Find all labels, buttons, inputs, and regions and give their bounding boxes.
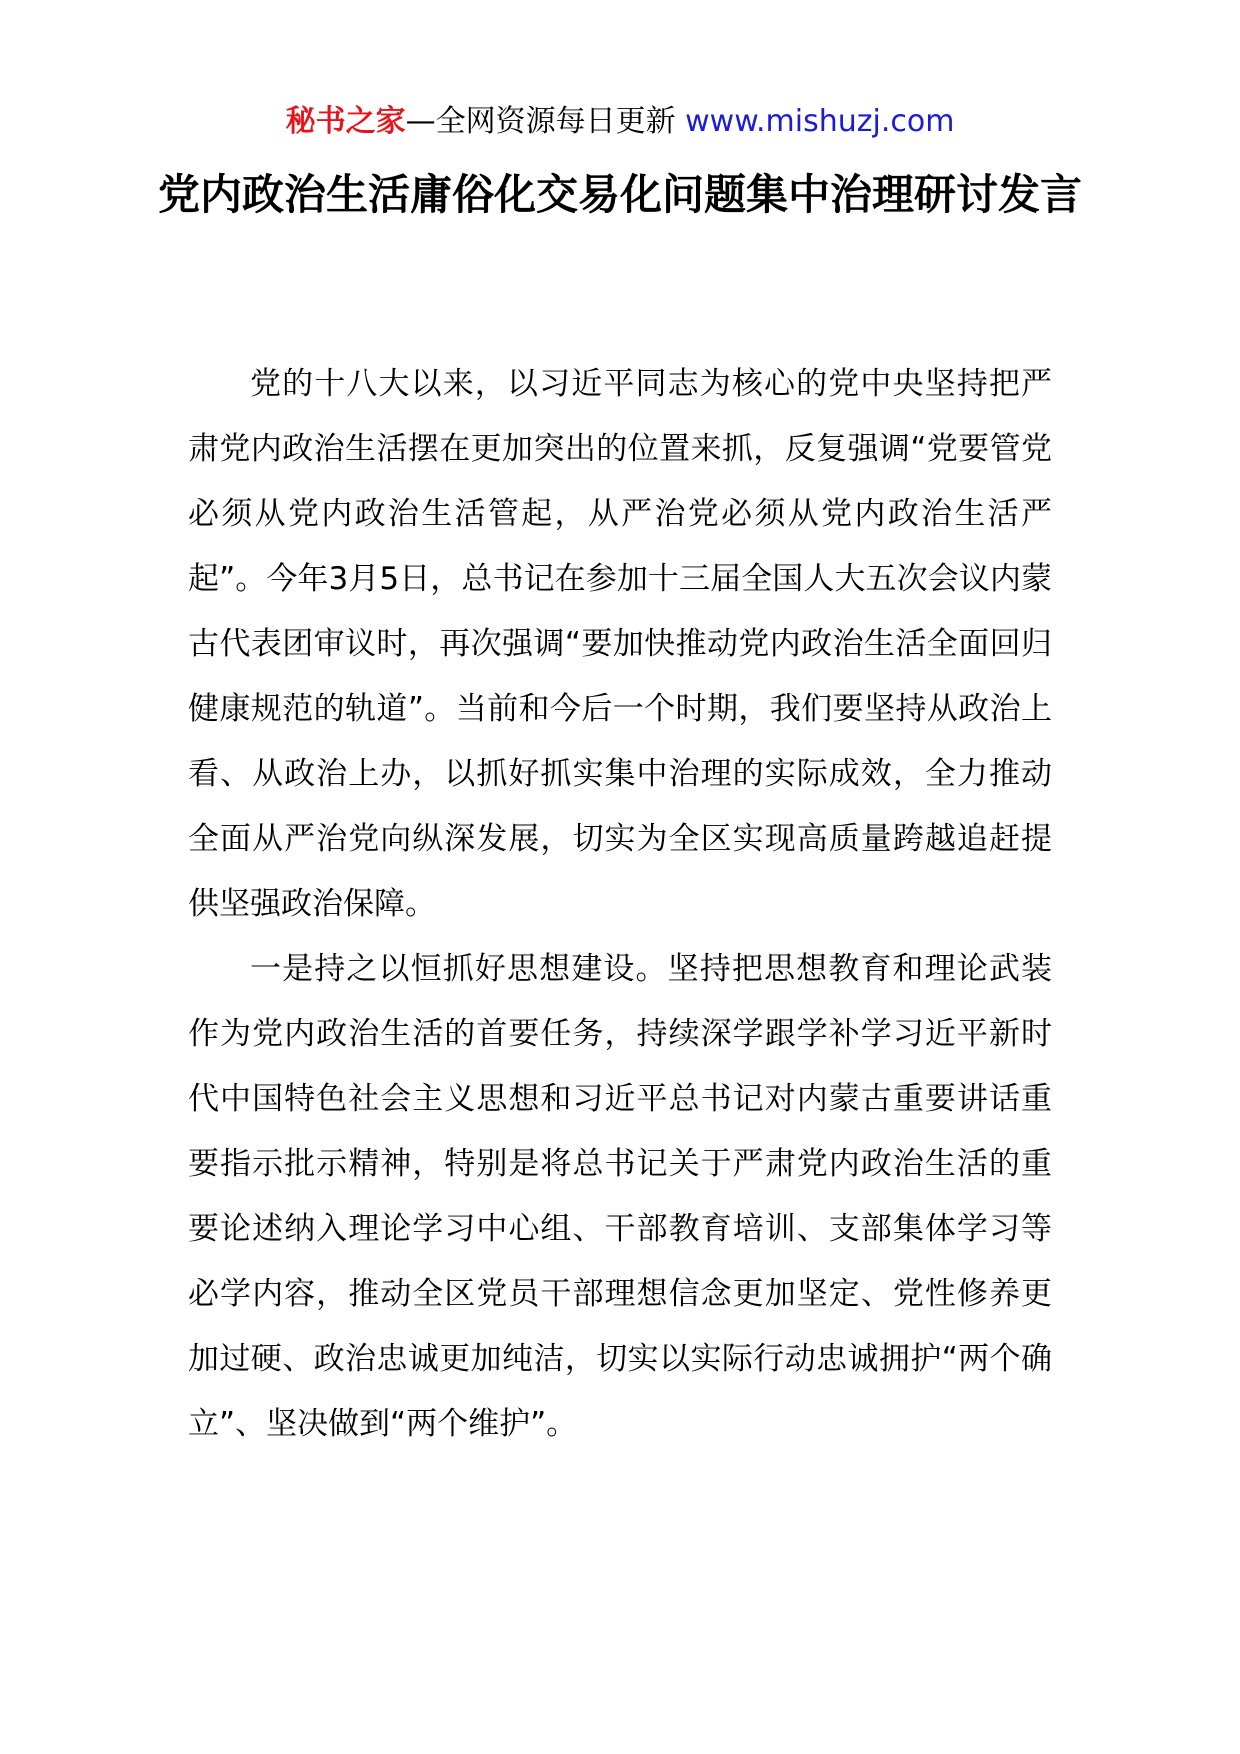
- document-title: 党内政治生活庸俗化交易化问题集中治理研讨发言: [157, 170, 1082, 219]
- site-url-link[interactable]: www.mishuzj.com: [685, 104, 955, 139]
- paragraph-1: 党的十八大以来，以习近平同志为核心的党中央坚持把严肃党内政治生活摆在更加突出的位置来抓，反复强调“党要管党必须从党内政治生活管起，从严治党必须从党内政治生活严起”。今年3月5日，总书记在参加十三届全国人大五次会议内蒙古代表团审议时，再次强调“要加快推动党内政治生活全面回归健康规范的轨道”。当前和今后一个时期，我们要坚持从政治上看、从政治上办，以抓好抓实集中治理的实际成效，全力推动全面从严治党向纵深发展，切实为全区实现高质量跨越追赶提供坚强政治保障。: [188, 366, 1052, 922]
- banner-slogan: —全网资源每日更新: [405, 104, 676, 139]
- document-body: [188, 352, 1052, 1457]
- site-banner: [0, 100, 1240, 144]
- paragraph-2: 一是持之以恒抓好思想建设。坚持把思想教育和理论武装作为党内政治生活的首要任务，持续深学跟学补学习近平新时代中国特色社会主义思想和习近平总书记对内蒙古重要讲话重要指示批示精神，特别是将总书记关于严肃党内政治生活的重要论述纳入理论学习中心组、干部教育培训、支部集体学习等必学内容，推动全区党员干部理想信念更加坚定、党性修养更加过硬、政治忠诚更加纯洁，切实以实际行动忠诚拥护“两个确立”、坚决做到“两个维护”。: [188, 951, 1052, 1442]
- brand-name: 秘书之家: [285, 104, 406, 139]
